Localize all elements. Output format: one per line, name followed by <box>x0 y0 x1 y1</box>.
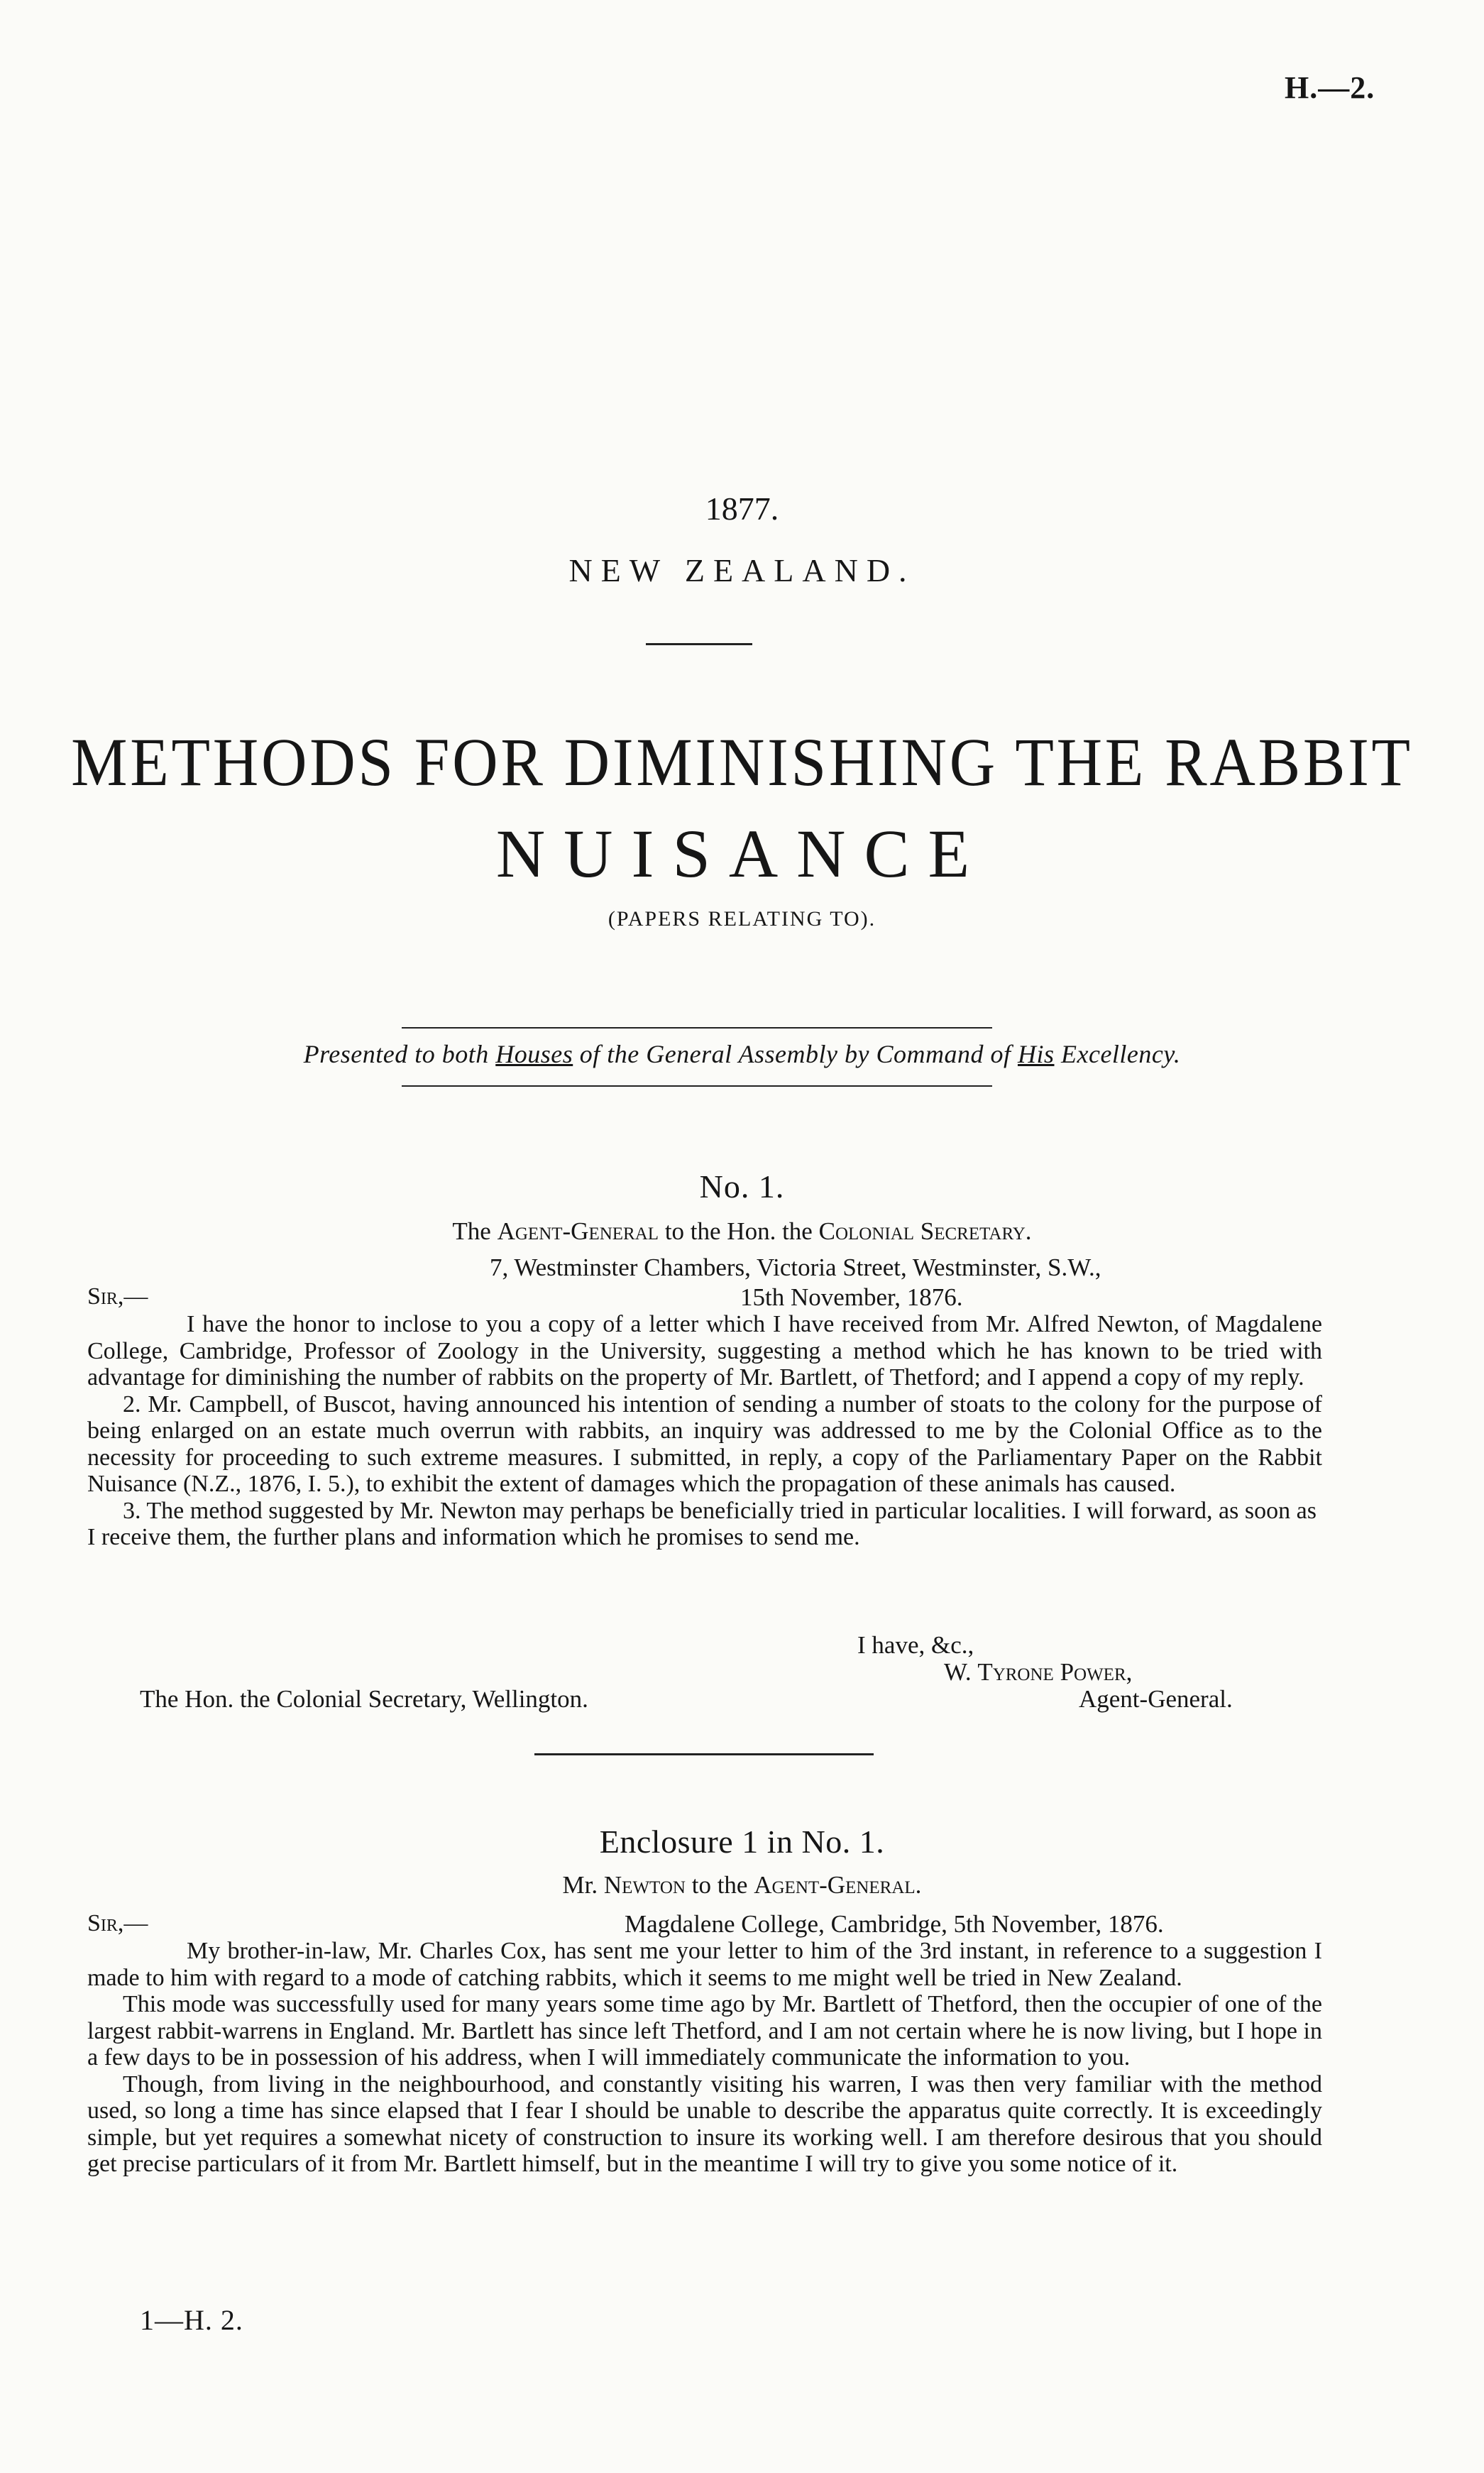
enclosure-heading-mr: Mr. <box>562 1871 604 1899</box>
letter-address: 7, Westminster Chambers, Victoria Street, Westminster, S.W., <box>490 1254 1101 1281</box>
signature-initial: W. <box>944 1658 978 1686</box>
letter-salutation: Sir,— <box>87 1283 148 1310</box>
letter-recipient: The Hon. the Colonial Secretary, Wellington. <box>140 1685 588 1713</box>
presented-text-1: Presented to both <box>303 1040 496 1068</box>
letter-paragraph-3: 3. The method suggested by Mr. Newton may perhaps be beneficially tried in particular localities. I will forward, as soon as I receive them, the further plans and information which he promises to send me. <box>87 1497 1317 1550</box>
section-divider <box>534 1753 874 1755</box>
document-subtitle: (PAPERS RELATING TO). <box>608 907 876 931</box>
letter-date: 15th November, 1876. <box>740 1283 963 1311</box>
heading-sender: Agent-General <box>497 1217 659 1245</box>
signature-mark: 1—H. 2. <box>140 2304 243 2336</box>
enclosure-place-date: Magdalene College, Cambridge, 5th November, 1876. <box>625 1910 1164 1938</box>
presented-houses: Houses <box>495 1040 573 1068</box>
enclosure-salutation: Sir,— <box>87 1910 148 1936</box>
enclosure-recipient: Agent-General. <box>754 1871 922 1899</box>
heading-recipient: Colonial Secretary. <box>818 1217 1032 1245</box>
heading-to: to the Hon. the <box>659 1217 819 1245</box>
letter-paragraph-1: I have the honor to inclose to you a copy of a letter which I have received from Mr. Alfred Newton, of Magdalene College, Cambridge, Professor of Zoology in the University, suggesting a method which he has known to be tried with advantage for diminishing the number of rabbits on the property of Mr. Bartlett, of Thetford; and I append a copy of my reply. <box>87 1311 1322 1391</box>
letter-heading <box>0 1217 1484 1246</box>
letter-signature <box>944 1658 1132 1687</box>
letter-body <box>87 1311 1322 1551</box>
short-rule-1 <box>646 643 752 645</box>
enclosure-sender: Newton <box>603 1871 686 1899</box>
presented-rule-top <box>402 1027 992 1029</box>
presented-rule-bottom <box>402 1085 992 1087</box>
letter-paragraph-2: 2. Mr. Campbell, of Buscot, having announced his intention of sending a number of stoats to the colony for the purpose of being enlarged on an estate much overrun with rabbits, an inquiry was addressed to me by the Colonial Office as to the necessity for proceeding to such extreme measures. I submitted, in reply, a copy of the Parliamentary Paper on the Rabbit Nuisance (N.Z., 1876, I. 5.), to exhibit the extent of damages which the propagation of these animals has caused. <box>87 1391 1322 1497</box>
document-title-line-1: METHODS FOR DIMINISHING THE RABBIT <box>71 724 1413 800</box>
enclosure-heading <box>0 1871 1484 1899</box>
country: NEW ZEALAND. <box>568 552 916 588</box>
letter-closing: I have, &c., <box>857 1631 974 1659</box>
presented-text-2: of the General Assembly by Command of <box>573 1040 1018 1068</box>
year: 1877. <box>705 490 779 527</box>
signature-title: Agent-General. <box>1079 1685 1233 1713</box>
heading-the: The <box>452 1217 498 1245</box>
page-reference: H.—2. <box>1285 70 1375 105</box>
presented-text-3: Excellency. <box>1054 1040 1181 1068</box>
enclosure-paragraph-3: Though, from living in the neighbourhood, and constantly visiting his warren, I was then very familiar with the method used, so long a time has since elapsed that I fear I should be unable to describe the apparatus quite correctly. It is exceedingly simple, but yet requires a somewhat nicety of construction to insure its working well. I am therefore desirous that you should get precise particulars of it from Mr. Bartlett himself, but in the meantime I will try to give you some notice of it. <box>87 2071 1322 2177</box>
enclosure-heading-to: to the <box>685 1871 754 1899</box>
presented-statement <box>0 1039 1484 1069</box>
enclosure-paragraph-2: This mode was successfully used for many years some time ago by Mr. Bartlett of Thetford, then the occupier of one of the largest rabbit-warrens in England. Mr. Bartlett has since left Thetford, and I am not certain where he is now living, but I hope in a few days to be in possession of his address, when I will immediately communicate the information to you. <box>87 1991 1322 2071</box>
document-title-line-2: NUISANCE <box>495 816 989 892</box>
presented-his: His <box>1017 1040 1055 1068</box>
enclosure-body <box>87 1938 1322 2178</box>
letter-number: No. 1. <box>699 1168 785 1205</box>
enclosure-number: Enclosure 1 in No. 1. <box>599 1824 885 1860</box>
signature-name: Tyrone Power, <box>977 1658 1133 1686</box>
enclosure-paragraph-1: My brother-in-law, Mr. Charles Cox, has sent me your letter to him of the 3rd instant, in reference to a suggestion I made to him with regard to a mode of catching rabbits, which it seems to me might well be tried in New Zealand. <box>87 1938 1322 1991</box>
